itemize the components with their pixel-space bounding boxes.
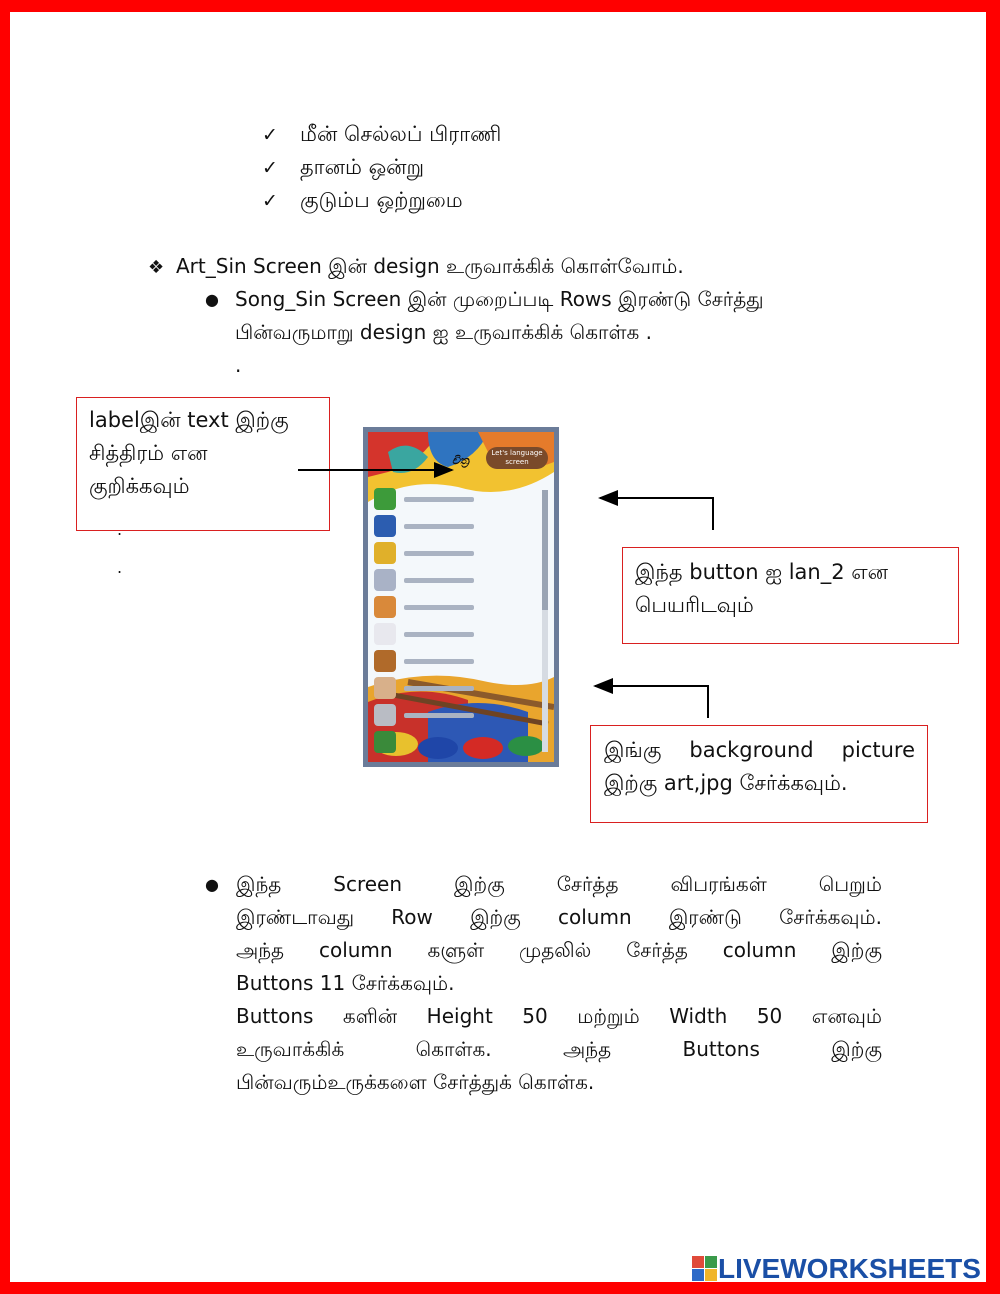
checkmark-icon: ✓ (262, 190, 278, 212)
bullet2-line: பின்வரும்உருக்களை சேர்த்துக் கொள்க. (236, 1070, 595, 1094)
section-heading: ❖ Art_Sin Screen இன் design உருவாக்கிக் கொள்வோம். (148, 250, 684, 284)
arrow-to-button (600, 498, 713, 530)
lan-2-button[interactable]: Let's language screen (486, 447, 548, 469)
bullet2-line: அந்த column களுள் முதலில் சேர்த்த column இற்கு (236, 938, 882, 962)
bullet-dot-icon: ● (205, 290, 219, 309)
arrow-to-background (595, 686, 708, 718)
label-text: චිත්‍ර (452, 454, 469, 467)
live-blocks-icon (692, 1256, 718, 1282)
logo-text: LIVEWORKSHEETS (718, 1253, 981, 1284)
callout-button-note: இந்த button ஐ lan_2 என பெயரிடவும் (622, 547, 959, 644)
callout-background-note: இங்கு background picture இற்கு art,jpg சேர்க்கவும். (590, 725, 928, 823)
checkmark-icon: ✓ (262, 157, 278, 179)
liveworksheets-logo (692, 1252, 981, 1286)
checkmark-icon: ✓ (262, 124, 278, 146)
diamond-bullet-icon: ❖ (148, 257, 165, 278)
bullet2-line: இந்த Screen இற்கு சேர்த்த விபரங்கள் பெறும் (236, 872, 882, 896)
callout-label-note: labelஇன் text இற்கு சித்திரம் என குறிக்கவும் (76, 397, 330, 531)
bullet2-line: உருவாக்கிக் கொள்க. அந்த Buttons இற்கு (236, 1037, 882, 1061)
bullet1-line: . (235, 353, 242, 377)
bullet-paragraph-2 (205, 868, 882, 1099)
bullet2-line: இரண்டாவது Row இற்கு column இரண்டு சேர்க்கவும். (236, 905, 882, 929)
bullet1-line: பின்வருமாறு design ஐ உருவாக்கிக் கொள்க . (235, 320, 653, 344)
stray-dot: . (117, 558, 123, 577)
checklist-item: ✓ மீன் செல்லப் பிராணி (262, 118, 501, 151)
checklist-item: ✓ தானம் ஒன்று (262, 151, 501, 184)
bullet2-line: Buttons 11 சேர்க்கவும். (236, 971, 455, 995)
stray-dot: . (117, 520, 123, 539)
bullet2-line: Buttons களின் Height 50 மற்றும் Width 50 எனவும் (236, 1004, 882, 1028)
bullet-dot-icon: ● (205, 875, 219, 894)
bullet1-line: Song_Sin Screen இன் முறைப்படி Rows இரண்டு சேர்த்து (235, 287, 764, 311)
checklist-item: ✓ குடும்ப ஒற்றுமை (262, 184, 501, 217)
